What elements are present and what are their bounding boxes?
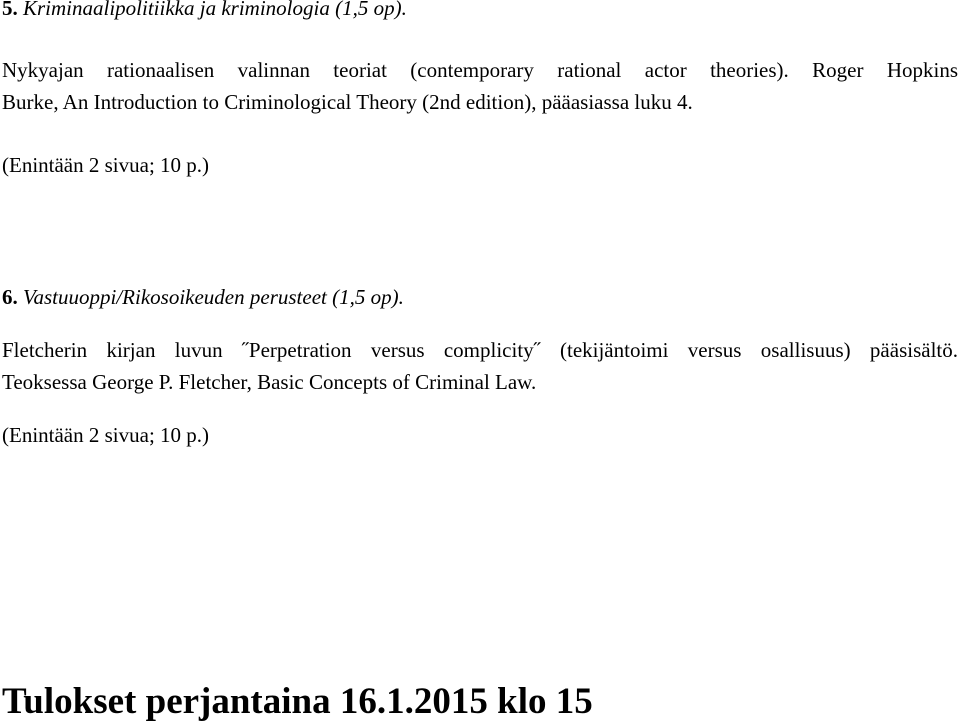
section-5-body-line-2: Burke, An Introduction to Criminological Theory (2nd edition), pääasiassa luku 4. — [2, 90, 693, 114]
section-6-body-line-1: Fletcherin kirjan luvun ˝Perpetration versus complicity˝ (tekijäntoimi versus osallisuus) pääsisältö. — [2, 338, 958, 362]
section-5-limit: (Enintään 2 sivua; 10 p.) — [2, 153, 210, 177]
section-6-heading — [2, 285, 404, 309]
section-5-body-line-1: Nykyajan rationaalisen valinnan teoriat (contemporary rational actor theories). Roger Hopkins — [2, 58, 958, 82]
section-5-title: Kriminaalipolitiikka ja kriminologia (1,5 op). — [23, 0, 407, 20]
section-6-title: Vastuuoppi/Rikosoikeuden perusteet (1,5 op). — [23, 285, 404, 309]
section-5-number: 5. — [2, 0, 18, 20]
section-6-number: 6. — [2, 285, 18, 309]
section-6-limit: (Enintään 2 sivua; 10 p.) — [2, 423, 210, 447]
section-6-body-line-2: Teoksessa George P. Fletcher, Basic Concepts of Criminal Law. — [2, 370, 537, 394]
section-5-heading — [2, 0, 407, 20]
results-announcement: Tulokset perjantaina 16.1.2015 klo 15 — [2, 681, 593, 722]
